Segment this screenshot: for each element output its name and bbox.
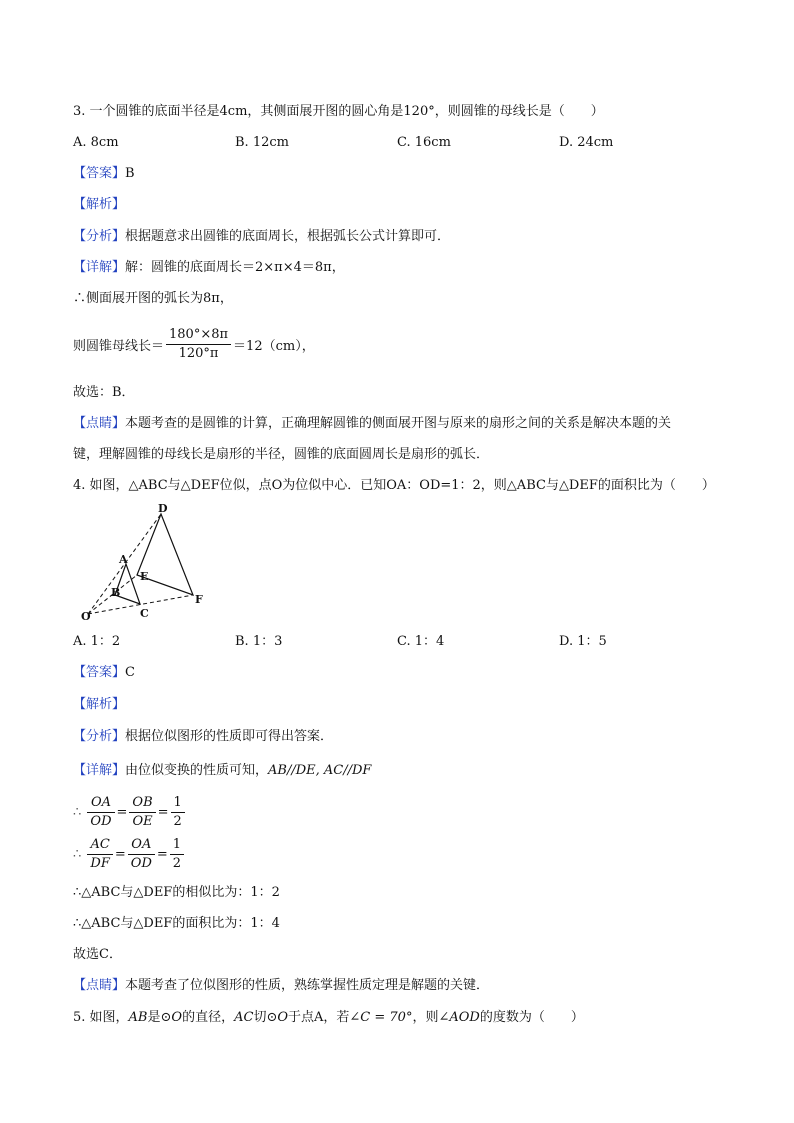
label-d: D	[158, 502, 168, 515]
q4-option-a: A. 1：2	[73, 634, 121, 649]
xiangjie-tag: 【详解】	[73, 763, 126, 778]
q4-analysis-tag: 【解析】	[73, 697, 126, 712]
numerator: AC	[87, 836, 112, 855]
denominator: DF	[90, 856, 110, 871]
xiangjie-tag: 【详解】	[73, 260, 126, 275]
q3-analysis-tag: 【解析】	[73, 197, 126, 212]
q3-choose: 故选：B．	[73, 385, 135, 400]
math-ab: AB	[128, 1010, 148, 1025]
text-part: ，则	[412, 1010, 439, 1025]
q4-option-c: C. 1：4	[397, 634, 445, 649]
q3-fenxi	[73, 228, 450, 246]
formula-suffix: ＝12（cm），	[233, 339, 315, 354]
numerator: 1	[170, 836, 184, 855]
xiangjie-text: 解：圆锥的底面周长＝2×π×4＝8π，	[125, 260, 345, 275]
q3-dianjing-2: 键，理解圆锥的母线长是扇形的半径，圆锥的底面圆周长是扇形的弧长．	[73, 447, 490, 462]
formula-fraction	[166, 326, 231, 363]
fraction-denominator: 120°π	[178, 346, 219, 361]
numerator: OA	[128, 836, 155, 855]
label-c: C	[140, 607, 149, 620]
math-angle-c: ∠C = 70°	[349, 1010, 413, 1025]
q4-option-b: B. 1：3	[235, 634, 283, 649]
math-ac: AC	[234, 1010, 254, 1025]
denominator: OD	[90, 814, 112, 829]
text-part: 的直径，	[182, 1010, 235, 1025]
q4-fenxi	[73, 728, 333, 746]
fraction-one-half	[170, 836, 184, 873]
answer-value: B	[125, 166, 135, 181]
dianjing-text: 本题考查了位似图形的性质，熟练掌握性质定理是解题的关键．	[125, 978, 490, 993]
fenxi-text: 根据位似图形的性质即可得出答案．	[125, 729, 334, 744]
q4-area-ratio: ∴△ABC与△DEF的面积比为：1：4	[73, 916, 280, 931]
answer-tag: 【答案】	[73, 665, 126, 680]
math-angle-aod: ∠AOD	[438, 1010, 480, 1025]
answer-value: C	[125, 665, 135, 680]
fraction-ac-df	[87, 836, 112, 873]
denominator: 2	[173, 814, 182, 829]
label-a: A	[119, 553, 128, 566]
q4-similarity-ratio: ∴△ABC与△DEF的相似比为：1：2	[73, 885, 280, 900]
fraction-numerator: 180°×8π	[166, 326, 231, 345]
numerator: 1	[171, 794, 185, 813]
homothety-figure	[73, 500, 223, 625]
fraction-oa-od	[87, 794, 114, 831]
q3-stem: 3. 一个圆锥的底面半径是4cm，其侧面展开图的圆心角是120°，则圆锥的母线长是（ ）	[73, 104, 604, 119]
label-o: O	[81, 610, 91, 623]
label-b: B	[111, 586, 121, 599]
text-part: 于点A，若	[288, 1010, 350, 1025]
formula-prefix: 则圆锥母线长＝	[73, 339, 165, 354]
q3-option-c: C. 16cm	[397, 135, 451, 150]
therefore-symbol: ∴	[73, 805, 82, 820]
denominator: 2	[172, 856, 182, 871]
q4-dianjing	[73, 977, 489, 995]
q3-dianjing-1	[73, 415, 671, 433]
therefore-symbol: ∴	[73, 847, 82, 862]
fraction-ob-oe	[129, 794, 155, 831]
text-part: 切⊙	[253, 1010, 278, 1025]
fenxi-text: 根据题意求出圆锥的底面周长，根据弧长公式计算即可．	[125, 229, 451, 244]
q4-xiangjie	[73, 762, 371, 780]
q5-stem	[73, 1009, 584, 1027]
label-f: F	[195, 593, 203, 606]
denominator: OE	[132, 814, 153, 829]
text-part: 是⊙	[147, 1010, 172, 1025]
q3-option-a: A. 8cm	[73, 135, 119, 150]
q3-slant-formula	[73, 326, 315, 363]
q3-answer	[73, 165, 135, 183]
answer-tag: 【答案】	[73, 166, 126, 181]
q4-answer	[73, 664, 135, 682]
math-o: O	[171, 1010, 183, 1025]
numerator: OA	[87, 794, 114, 813]
q4-equation-2: ∴ $\frac{AC}{DF}$ = $\frac{OA}{OD}$ = $\frac{1}{2}$	[73, 836, 186, 873]
q4-stem: 4. 如图，△ABC与△DEF位似，点O为位似中心．已知OA：OD=1：2，则△ABC与△DEF的面积比为（ ）	[73, 478, 715, 493]
q4-option-d: D. 1：5	[559, 634, 607, 649]
denominator: OD	[130, 856, 152, 871]
numerator: OB	[129, 794, 155, 813]
fraction-oa-od	[128, 836, 155, 873]
q4-choose: 故选C．	[73, 947, 122, 962]
dianjing-tag: 【点睛】	[73, 416, 126, 431]
q4-equation-1: ∴ $\frac{OA}{OD}$ = $\frac{OB}{OE}$ = $\frac{1}{2}$	[73, 794, 187, 831]
xiangjie-text: 由位似变换的性质可知，	[125, 763, 269, 778]
q3-option-d: D. 24cm	[559, 135, 614, 150]
text-part: 5. 如图，	[73, 1010, 129, 1025]
q3-xiangjie	[73, 259, 345, 277]
math-o: O	[277, 1010, 289, 1025]
parallel-statement: AB//DE, AC//DF	[268, 763, 372, 778]
dianjing-tag: 【点睛】	[73, 978, 126, 993]
label-e: E	[140, 570, 149, 583]
dianjing-text: 本题考查的是圆锥的计算，正确理解圆锥的侧面展开图与原来的扇形之间的关系是解决本题的关	[125, 416, 672, 431]
text-part: 的度数为（ ）	[479, 1010, 584, 1025]
fraction-one-half	[171, 794, 185, 831]
fenxi-tag: 【分析】	[73, 729, 126, 744]
fenxi-tag: 【分析】	[73, 229, 126, 244]
q3-option-b: B. 12cm	[235, 135, 289, 150]
q3-arc-length: ∴侧面展开图的弧长为8π，	[73, 291, 233, 306]
